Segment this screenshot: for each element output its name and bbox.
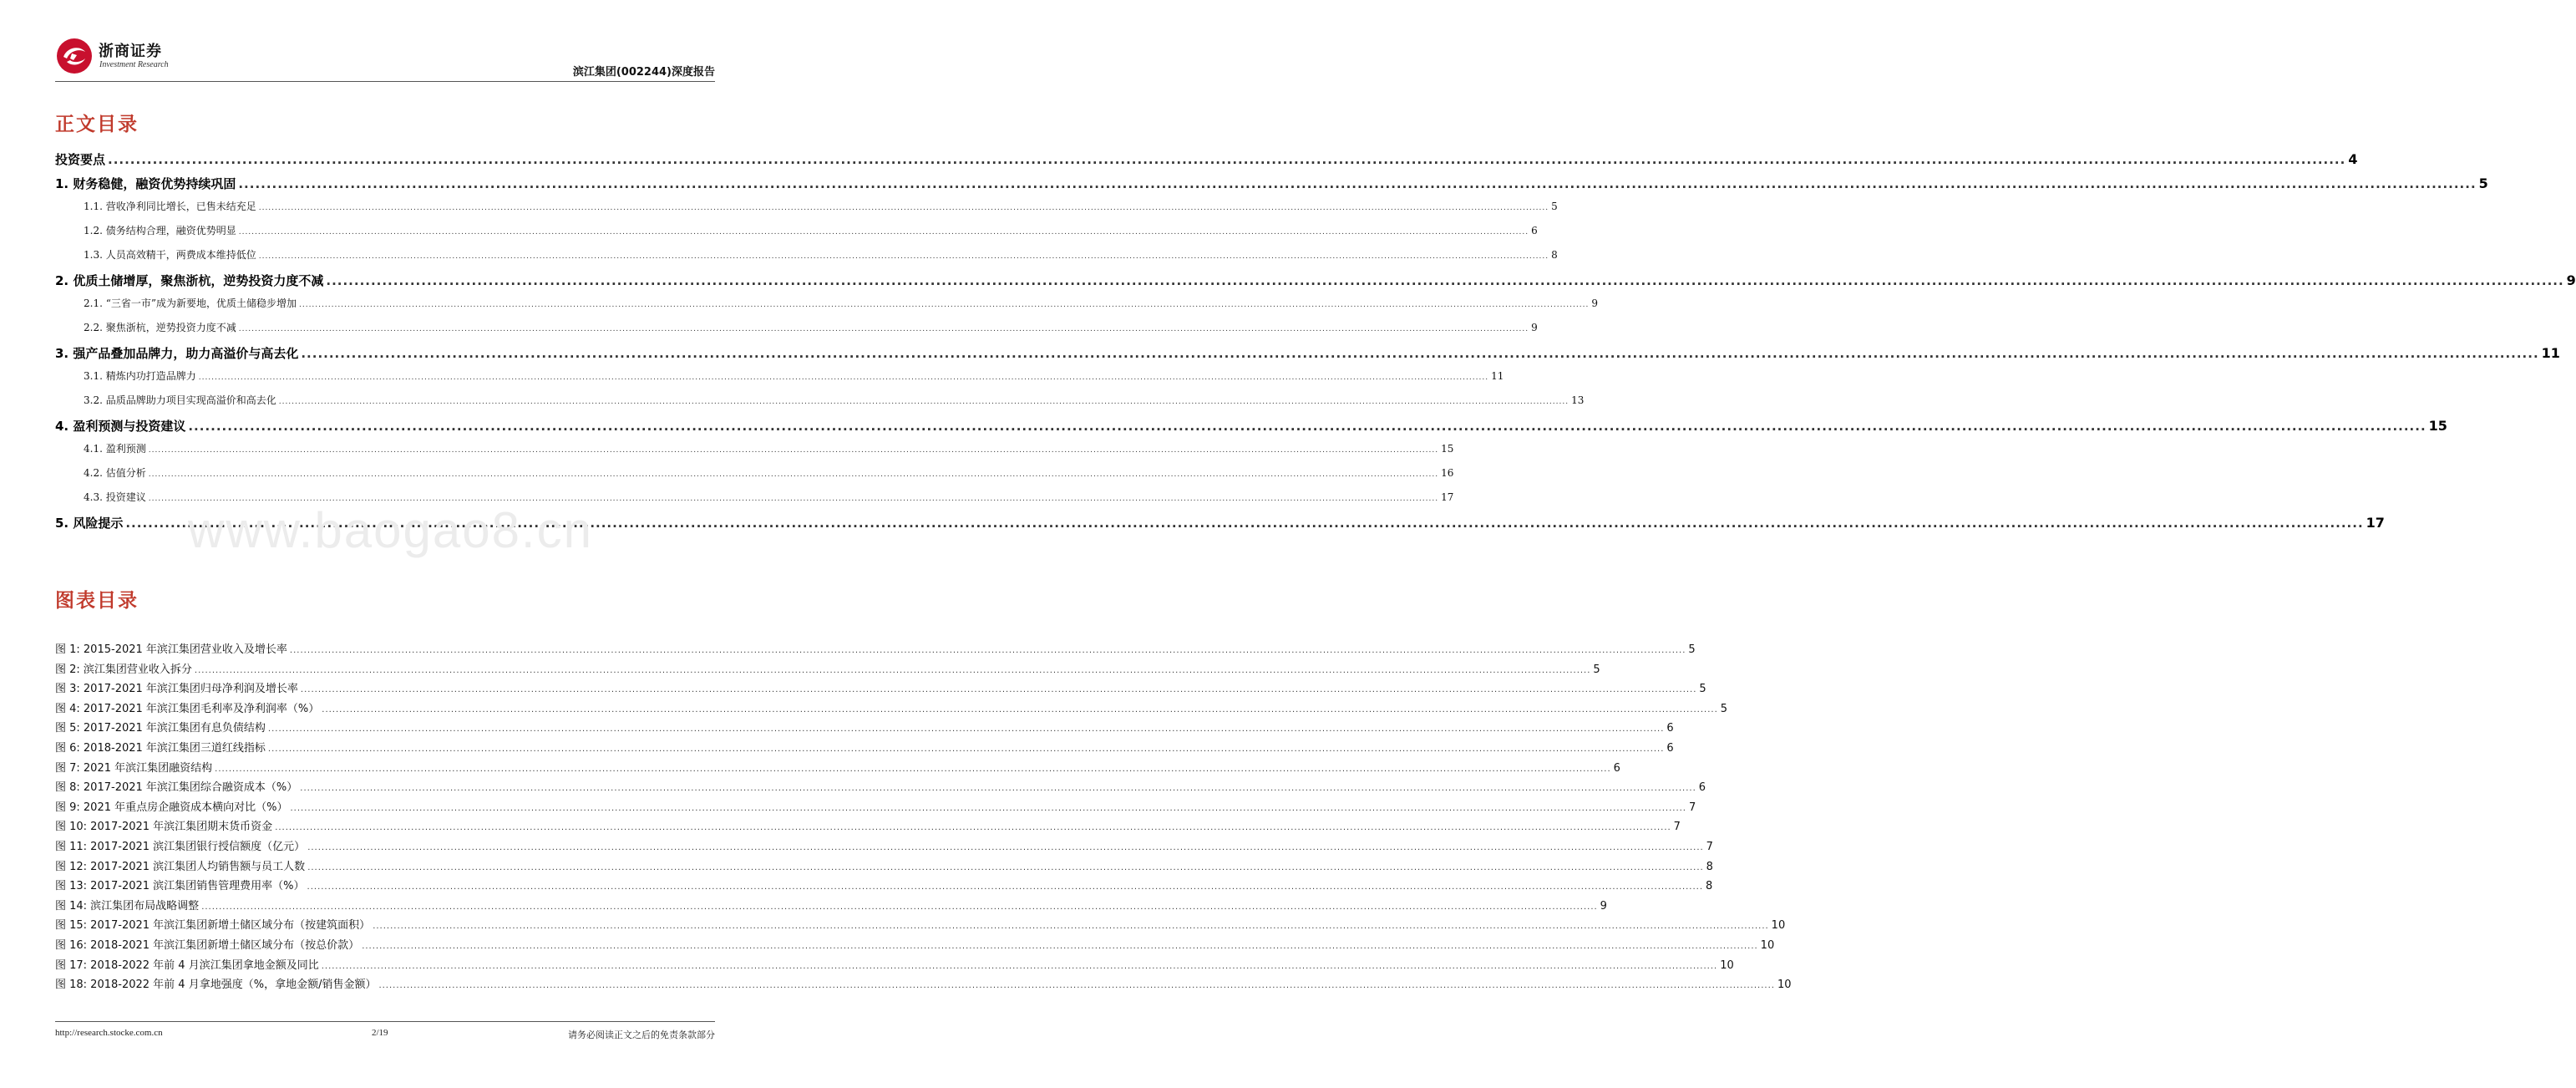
dot-leader: ................................................................................................................................................................................................................................................................................................................................................................................................................ [267, 745, 1665, 754]
figure-entry[interactable] [55, 660, 1600, 676]
figure-entry-text: 图 6: 2018-2021 年滨江集团三道红线指标 [55, 742, 266, 755]
figure-entry-text: 图 18: 2018-2022 年前 4 月拿地强度（%，拿地金额/销售金额） [55, 979, 377, 992]
figure-entry[interactable] [55, 778, 1706, 795]
brand-logo-icon [55, 37, 94, 75]
toc-chapter-text: 1. 财务稳健，融资优势持续巩固 [55, 176, 236, 191]
toc-section-text: 2.1. “三省一市”成为新要地，优质土储稳步增加 [84, 297, 297, 309]
dot-leader: ................................................................................................................................................................................................................................................................................................................................................................................................................ [378, 981, 1775, 991]
toc-chapter-page: 11 [2541, 345, 2560, 361]
figure-entry-page: 7 [1673, 821, 1681, 834]
toc-chapter-text: 5. 风险提示 [55, 516, 124, 531]
toc-section-text: 1.1. 营收净利同比增长，已售未结充足 [84, 201, 256, 212]
footer-disclaimer: 请务必阅读正文之后的免责条款部分 [568, 1030, 715, 1040]
dot-leader: ................................................................................................................................................................................................................................................................................................................................................................................................................ [258, 252, 1549, 261]
dot-leader: ................................................................................................................................................................................................................................................................................................................................................................................................................ [258, 204, 1549, 212]
brand-name-en: Investment Research [99, 60, 169, 69]
toc-section-text: 1.3. 人员高效精干，两费成本维持低位 [84, 249, 256, 261]
figure-entry-text: 图 7: 2021 年滨江集团融资结构 [55, 761, 213, 775]
page-number: 2/19 [372, 1028, 388, 1038]
figure-entry[interactable] [55, 739, 1674, 755]
figure-entry[interactable] [55, 857, 1713, 873]
dot-leader: ................................................................................................................................................................................................................................................................................................................................................................................................................ [148, 470, 1439, 479]
figure-entry-page: 6 [1613, 761, 1620, 775]
toc-chapter[interactable] [55, 272, 2576, 289]
toc-section[interactable] [84, 320, 1538, 334]
toc-section-page: 13 [1571, 394, 1585, 406]
figure-entry-text: 图 4: 2017-2021 年滨江集团毛利率及净利润率（%） [55, 702, 320, 715]
figure-entry-page: 10 [1760, 939, 1775, 952]
dot-leader: ................................................................................................................................................................................................................................................................................................................................................................................................................ [188, 419, 2426, 434]
figure-entry[interactable] [55, 877, 1713, 893]
page-header [55, 28, 715, 82]
figure-entry-page: 10 [1777, 979, 1792, 992]
dot-leader: ................................................................................................................................................................................................................................................................................................................................................................................................................ [373, 922, 1769, 932]
figure-entry-text: 图 5: 2017-2021 年滨江集团有息负债结构 [55, 722, 266, 735]
dot-leader: ................................................................................................................................................................................................................................................................................................................................................................................................................ [307, 882, 1704, 892]
toc-section[interactable] [84, 296, 1598, 310]
toc-section[interactable] [84, 247, 1558, 262]
toc-chapter-page: 5 [2478, 175, 2488, 191]
figure-entry-page: 8 [1706, 860, 1713, 873]
figure-entry-page: 6 [1666, 742, 1674, 755]
figure-entry[interactable] [55, 975, 1792, 992]
toc-chapter-page: 15 [2428, 418, 2447, 434]
figure-entry-page: 6 [1666, 722, 1674, 735]
dot-leader: ................................................................................................................................................................................................................................................................................................................................................................................................................ [298, 301, 1590, 309]
footer-divider [55, 1021, 715, 1022]
toc-section-page: 11 [1491, 370, 1504, 382]
figure-entry-text: 图 14: 滨江集团布局战略调整 [55, 899, 200, 913]
figure-entry-text: 图 3: 2017-2021 年滨江集团归母净利润及增长率 [55, 683, 298, 696]
toc-section-page: 8 [1551, 249, 1558, 261]
dot-leader: ................................................................................................................................................................................................................................................................................................................................................................................................................ [198, 374, 1489, 382]
figure-entry[interactable] [55, 956, 1734, 972]
toc-chapter[interactable] [55, 175, 2488, 192]
figure-entry-page: 7 [1688, 801, 1696, 814]
toc-section[interactable] [84, 441, 1454, 455]
figure-entry-page: 7 [1706, 841, 1713, 853]
figure-entry[interactable] [55, 759, 1620, 775]
toc-section-text: 4.3. 投资建议 [84, 491, 146, 503]
dot-leader: ................................................................................................................................................................................................................................................................................................................................................................................................................ [238, 228, 1529, 236]
figure-entry-text: 图 16: 2018-2021 年滨江集团新增土储区域分布（按总价款） [55, 939, 360, 952]
figure-entry[interactable] [55, 936, 1775, 952]
figure-entry[interactable] [55, 640, 1696, 656]
toc-section-text: 3.1. 精炼内功打造品牌力 [84, 370, 196, 382]
dot-leader: ................................................................................................................................................................................................................................................................................................................................................................................................................ [267, 724, 1665, 735]
toc-section-text: 2.2. 聚焦浙杭，逆势投资力度不减 [84, 322, 236, 333]
dot-leader: ................................................................................................................................................................................................................................................................................................................................................................................................................ [148, 446, 1439, 455]
toc-section-text: 4.1. 盈利预测 [84, 443, 146, 455]
figure-entry[interactable] [55, 897, 1607, 913]
toc-section[interactable] [84, 199, 1558, 213]
figure-entry-page: 5 [1720, 702, 1728, 715]
dot-leader: ................................................................................................................................................................................................................................................................................................................................................................................................................ [238, 176, 2477, 191]
figure-entry-page: 5 [1699, 683, 1706, 696]
toc-section-page: 6 [1531, 225, 1538, 236]
toc-section-text: 1.2. 债务结构合理，融资优势明显 [84, 225, 236, 236]
watermark: www.baogao8.cn [188, 502, 593, 558]
figure-entry-text: 图 15: 2017-2021 年滨江集团新增土储区域分布（按建筑面积） [55, 919, 371, 933]
dot-leader: ................................................................................................................................................................................................................................................................................................................................................................................................................ [322, 704, 1718, 714]
figure-entry[interactable] [55, 798, 1696, 814]
toc-chapter-page: 9 [2566, 272, 2576, 288]
figure-entry-text: 图 1: 2015-2021 年滨江集团营业收入及增长率 [55, 643, 287, 656]
dot-leader: ................................................................................................................................................................................................................................................................................................................................................................................................................ [301, 346, 2539, 361]
footer-url[interactable]: http://research.stocke.com.cn [55, 1028, 163, 1038]
report-tag: 滨江集团(002244)深度报告 [572, 66, 715, 79]
figure-entry-text: 图 8: 2017-2021 年滨江集团综合融资成本（%） [55, 781, 298, 795]
figure-entry-text: 图 10: 2017-2021 年滨江集团期末货币资金 [55, 821, 273, 834]
dot-leader: ................................................................................................................................................................................................................................................................................................................................................................................................................ [307, 843, 1704, 852]
toc-chapter[interactable] [55, 417, 2447, 435]
brand-name-cn: 浙商证券 [99, 43, 162, 60]
figure-entry[interactable] [55, 719, 1674, 735]
toc-chapter[interactable] [55, 150, 2358, 168]
dot-leader: ................................................................................................................................................................................................................................................................................................................................................................................................................ [326, 273, 2564, 288]
dot-leader: ................................................................................................................................................................................................................................................................................................................................................................................................................ [275, 823, 1671, 833]
toc-chapter-text: 3. 强产品叠加品牌力，助力高溢价与高去化 [55, 346, 299, 361]
figure-entry-text: 图 2: 滨江集团营业收入拆分 [55, 663, 192, 676]
toc-section-page: 16 [1441, 467, 1454, 479]
figure-entry-text: 图 12: 2017-2021 滨江集团人均销售额与员工人数 [55, 860, 306, 873]
figure-entry-page: 8 [1706, 880, 1713, 893]
toc-chapter-page: 17 [2366, 515, 2385, 531]
toc-section[interactable] [84, 369, 1504, 383]
dot-leader: ................................................................................................................................................................................................................................................................................................................................................................................................................ [215, 764, 1611, 774]
toc-section[interactable] [84, 465, 1454, 480]
toc-section-text: 3.2. 品质品牌助力项目实现高溢价和高去化 [84, 394, 276, 406]
figure-entry-text: 图 13: 2017-2021 滨江集团销售管理费用率（%） [55, 880, 305, 893]
toc-chapter-page: 4 [2348, 151, 2358, 167]
figure-entry[interactable] [55, 916, 1786, 933]
contents-title: 正文目录 [55, 113, 139, 135]
dot-leader: ................................................................................................................................................................................................................................................................................................................................................................................................................ [289, 646, 1686, 655]
toc-section[interactable] [84, 223, 1538, 237]
dot-leader: ................................................................................................................................................................................................................................................................................................................................................................................................................ [201, 902, 1598, 912]
figure-entry-page: 10 [1720, 958, 1734, 972]
toc-chapter-text: 4. 盈利预测与投资建议 [55, 419, 186, 434]
dot-leader: ................................................................................................................................................................................................................................................................................................................................................................................................................ [238, 325, 1529, 333]
figure-entry[interactable] [55, 679, 1706, 696]
figures-title: 图表目录 [55, 589, 139, 612]
figure-entry-text: 图 9: 2021 年重点房企融资成本横向对比（%） [55, 801, 288, 814]
toc-chapter-text: 2. 优质土储增厚，聚焦浙杭，逆势投资力度不减 [55, 273, 324, 288]
figure-entry-page: 5 [1688, 643, 1696, 656]
header-divider [55, 81, 715, 82]
toc-chapter[interactable] [55, 344, 2560, 362]
toc-section[interactable] [84, 393, 1585, 407]
figure-entry[interactable] [55, 837, 1713, 853]
dot-leader: ................................................................................................................................................................................................................................................................................................................................................................................................................ [125, 516, 2364, 531]
dot-leader: ................................................................................................................................................................................................................................................................................................................................................................................................................ [300, 784, 1696, 794]
dot-leader: ................................................................................................................................................................................................................................................................................................................................................................................................................ [300, 685, 1697, 695]
dot-leader: ................................................................................................................................................................................................................................................................................................................................................................................................................ [290, 803, 1686, 813]
toc-section-text: 4.2. 估值分析 [84, 467, 146, 479]
toc-section-page: 17 [1441, 491, 1454, 503]
figure-entry-page: 6 [1698, 781, 1706, 795]
dot-leader: ................................................................................................................................................................................................................................................................................................................................................................................................................ [194, 665, 1591, 675]
figure-entry[interactable] [55, 699, 1728, 715]
toc-section-page: 15 [1441, 443, 1454, 455]
figure-entry-page: 5 [1593, 663, 1600, 676]
figure-entry-page: 10 [1771, 919, 1786, 933]
dot-leader: ................................................................................................................................................................................................................................................................................................................................................................................................................ [307, 862, 1704, 872]
figure-entry-text: 图 17: 2018-2022 年前 4 月滨江集团拿地金额及同比 [55, 958, 319, 972]
dot-leader: ................................................................................................................................................................................................................................................................................................................................................................................................................ [362, 942, 1758, 951]
dot-leader: ................................................................................................................................................................................................................................................................................................................................................................................................................ [321, 961, 1718, 971]
figure-entry-page: 9 [1600, 899, 1607, 913]
dot-leader: ................................................................................................................................................................................................................................................................................................................................................................................................................ [278, 398, 1569, 406]
toc-section-page: 5 [1551, 201, 1558, 212]
toc-chapter-text: 投资要点 [55, 152, 106, 167]
toc-section-page: 9 [1531, 322, 1538, 333]
dot-leader: ................................................................................................................................................................................................................................................................................................................................................................................................................ [148, 495, 1439, 503]
figure-entry-text: 图 11: 2017-2021 滨江集团银行授信额度（亿元） [55, 841, 306, 853]
dot-leader: ................................................................................................................................................................................................................................................................................................................................................................................................................ [108, 152, 2346, 167]
figure-entry[interactable] [55, 817, 1681, 834]
toc-section-page: 9 [1591, 297, 1598, 309]
